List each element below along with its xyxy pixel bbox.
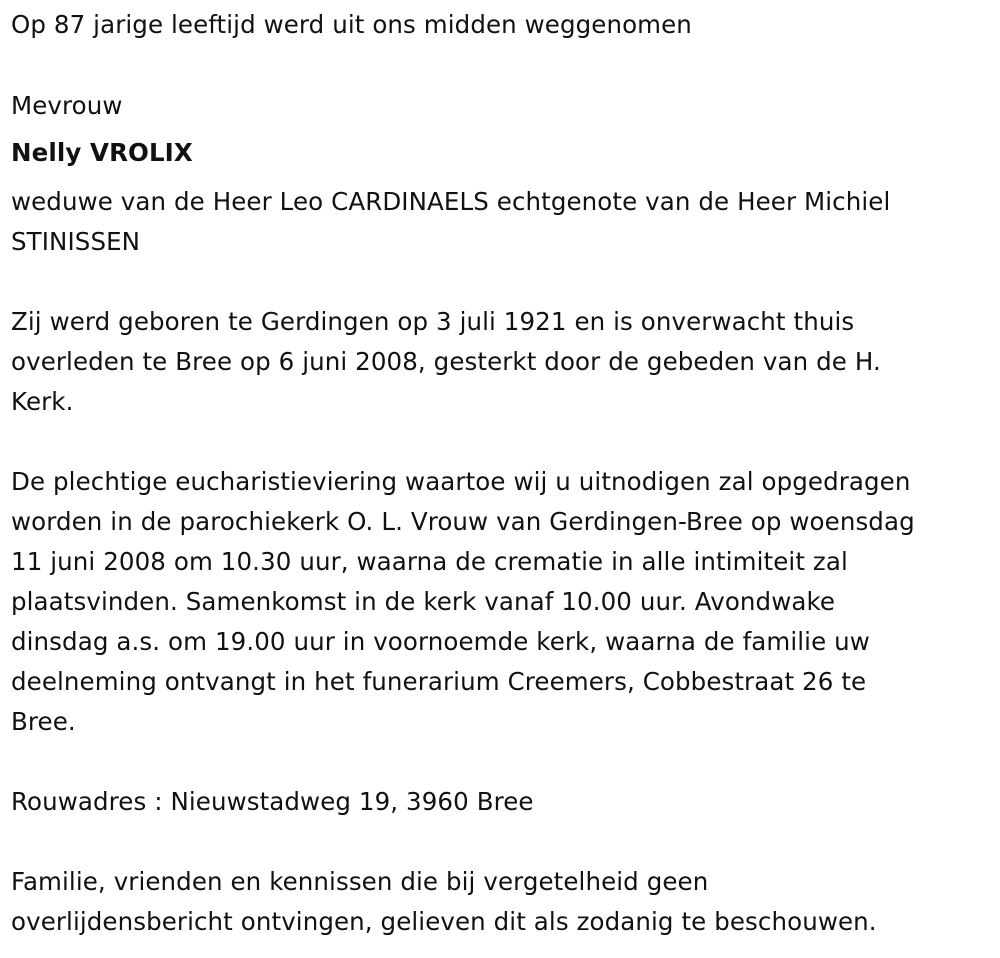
relation-line: STINISSEN xyxy=(11,227,141,256)
closing-line: overlijdensbericht ontvingen, gelieven dit als zodanig te beschouwen. xyxy=(11,907,877,936)
mourning-address: Rouwadres : Nieuwstadweg 19, 3960 Bree xyxy=(11,787,534,816)
ceremony-line: plaatsvinden. Samenkomst in de kerk vanaf 10.00 uur. Avondwake xyxy=(11,587,836,616)
intro-text: Op 87 jarige leeftijd werd uit ons midden weggenomen xyxy=(11,10,692,39)
ceremony-line: De plechtige eucharistieviering waartoe wij u uitnodigen zal opgedragen xyxy=(11,467,911,496)
birth-death-line: overleden te Bree op 6 juni 2008, gesterkt door de gebeden van de H. xyxy=(11,347,881,376)
ceremony-line: dinsdag a.s. om 19.00 uur in voornoemde kerk, waarna de familie uw xyxy=(11,627,870,656)
ceremony-line: Bree. xyxy=(11,707,76,736)
birth-death-line: Kerk. xyxy=(11,387,74,416)
birth-death-line: Zij werd geboren te Gerdingen op 3 juli 1921 en is onverwacht thuis xyxy=(11,307,855,336)
ceremony-line: deelneming ontvangt in het funerarium Creemers, Cobbestraat 26 te xyxy=(11,667,867,696)
closing-line: Familie, vrienden en kennissen die bij vergetelheid geen xyxy=(11,867,709,896)
salutation: Mevrouw xyxy=(11,91,123,120)
deceased-name: Nelly VROLIX xyxy=(11,138,193,167)
relation-line: weduwe van de Heer Leo CARDINAELS echtgenote van de Heer Michiel xyxy=(11,187,891,216)
ceremony-line: worden in de parochiekerk O. L. Vrouw van Gerdingen-Bree op woensdag xyxy=(11,507,915,536)
ceremony-line: 11 juni 2008 om 10.30 uur, waarna de crematie in alle intimiteit zal xyxy=(11,547,848,576)
